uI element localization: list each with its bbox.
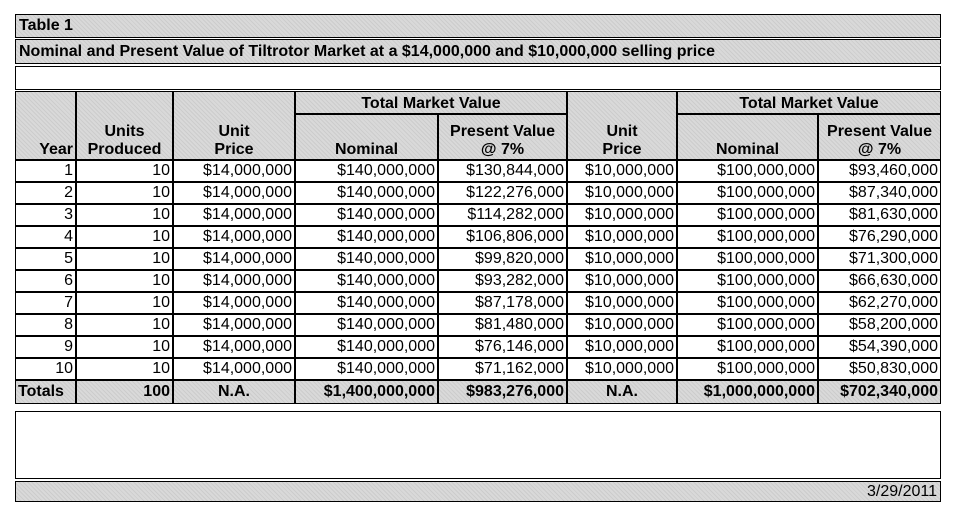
blank-row: [15, 66, 941, 90]
cell-year: 1: [15, 160, 76, 182]
table-row: [15, 270, 941, 292]
cell-unit-price-14m: $14,000,000: [173, 292, 295, 314]
cell-unit-price-10m: $10,000,000: [567, 292, 677, 314]
cell-units-produced: 10: [76, 182, 173, 204]
totals-nominal-10m: $1,000,000,000: [677, 380, 818, 404]
header-year: [15, 91, 76, 160]
header-present-value-14m: [438, 114, 567, 160]
header-pv-10m-line1: Present Value: [827, 123, 932, 140]
cell-unit-price-14m: $14,000,000: [173, 270, 295, 292]
cell-present-value-10m: $54,390,000: [818, 336, 941, 358]
cell-nominal-14m: $140,000,000: [295, 336, 438, 358]
cell-unit-price-14m: $14,000,000: [173, 248, 295, 270]
cell-unit-price-10m: $10,000,000: [567, 358, 677, 380]
cell-unit-price-10m: $10,000,000: [567, 160, 677, 182]
totals-present-value-14m: $983,276,000: [438, 380, 567, 404]
totals-present-value-10m: $702,340,000: [818, 380, 941, 404]
cell-unit-price-10m: $10,000,000: [567, 226, 677, 248]
table-row: [15, 182, 941, 204]
header-pv-14m-line1: Present Value: [450, 123, 555, 140]
cell-present-value-14m: $106,806,000: [438, 226, 567, 248]
cell-year: 6: [15, 270, 76, 292]
cell-unit-price-14m: $14,000,000: [173, 336, 295, 358]
cell-nominal-14m: $140,000,000: [295, 358, 438, 380]
cell-present-value-14m: $93,282,000: [438, 270, 567, 292]
cell-nominal-14m: $140,000,000: [295, 226, 438, 248]
cell-units-produced: 10: [76, 204, 173, 226]
table-row: [15, 358, 941, 380]
cell-year: 5: [15, 248, 76, 270]
header-units-produced: [76, 91, 173, 160]
cell-present-value-14m: $76,146,000: [438, 336, 567, 358]
cell-present-value-14m: $130,844,000: [438, 160, 567, 182]
table-row: [15, 160, 941, 182]
cell-nominal-10m: $100,000,000: [677, 336, 818, 358]
cell-year: 10: [15, 358, 76, 380]
cell-nominal-10m: $100,000,000: [677, 204, 818, 226]
cell-units-produced: 10: [76, 248, 173, 270]
header-nominal-10m: Nominal: [677, 114, 818, 160]
header-nominal-14m: Nominal: [295, 114, 438, 160]
market-value-table: [15, 91, 941, 404]
cell-unit-price-10m: $10,000,000: [567, 270, 677, 292]
header-unit-price-10m-line2: Price: [602, 141, 642, 158]
cell-unit-price-14m: $14,000,000: [173, 314, 295, 336]
footer-date: 3/29/2011: [15, 481, 941, 502]
totals-row: [15, 380, 941, 404]
header-unit-price-14m: [173, 91, 295, 160]
cell-unit-price-14m: $14,000,000: [173, 358, 295, 380]
cell-units-produced: 10: [76, 292, 173, 314]
cell-present-value-10m: $58,200,000: [818, 314, 941, 336]
cell-nominal-14m: $140,000,000: [295, 270, 438, 292]
cell-units-produced: 10: [76, 160, 173, 182]
header-unit-price-10m: [567, 91, 677, 160]
cell-units-produced: 10: [76, 358, 173, 380]
totals-nominal-14m: $1,400,000,000: [295, 380, 438, 404]
cell-year: 8: [15, 314, 76, 336]
cell-nominal-14m: $140,000,000: [295, 182, 438, 204]
cell-unit-price-14m: $14,000,000: [173, 160, 295, 182]
cell-nominal-10m: $100,000,000: [677, 358, 818, 380]
cell-year: 2: [15, 182, 76, 204]
cell-units-produced: 10: [76, 226, 173, 248]
table-row: [15, 314, 941, 336]
cell-present-value-14m: $87,178,000: [438, 292, 567, 314]
cell-year: 4: [15, 226, 76, 248]
header-unit-price-14m-line1: Unit: [218, 123, 250, 140]
header-units-line1: Units: [104, 123, 145, 140]
header-year-label: Year: [39, 141, 73, 158]
header-present-value-10m: [818, 114, 941, 160]
cell-present-value-14m: $114,282,000: [438, 204, 567, 226]
table-row: [15, 336, 941, 358]
cell-present-value-10m: $87,340,000: [818, 182, 941, 204]
table-row: [15, 248, 941, 270]
cell-unit-price-14m: $14,000,000: [173, 182, 295, 204]
cell-units-produced: 10: [76, 314, 173, 336]
cell-nominal-10m: $100,000,000: [677, 160, 818, 182]
cell-unit-price-14m: $14,000,000: [173, 226, 295, 248]
table-subtitle: Nominal and Present Value of Tiltrotor Market at a $14,000,000 and $10,000,000 selling price: [15, 39, 941, 64]
cell-nominal-10m: $100,000,000: [677, 292, 818, 314]
cell-nominal-10m: $100,000,000: [677, 226, 818, 248]
cell-nominal-14m: $140,000,000: [295, 248, 438, 270]
cell-present-value-10m: $81,630,000: [818, 204, 941, 226]
header-pv-14m-line2: @ 7%: [480, 141, 525, 158]
cell-present-value-10m: $62,270,000: [818, 292, 941, 314]
cell-nominal-10m: $100,000,000: [677, 248, 818, 270]
totals-unit-price-14m: N.A.: [173, 380, 295, 404]
cell-year: 3: [15, 204, 76, 226]
totals-unit-price-10m: N.A.: [567, 380, 677, 404]
cell-unit-price-10m: $10,000,000: [567, 248, 677, 270]
header-units-line2: Produced: [87, 141, 162, 158]
cell-present-value-10m: $76,290,000: [818, 226, 941, 248]
header-unit-price-10m-line1: Unit: [606, 123, 638, 140]
cell-unit-price-10m: $10,000,000: [567, 204, 677, 226]
table-row: [15, 292, 941, 314]
cell-present-value-10m: $66,630,000: [818, 270, 941, 292]
header-total-market-value-14m: Total Market Value: [295, 91, 567, 114]
totals-label: Totals: [15, 380, 76, 404]
cell-unit-price-10m: $10,000,000: [567, 336, 677, 358]
cell-nominal-10m: $100,000,000: [677, 270, 818, 292]
cell-present-value-10m: $71,300,000: [818, 248, 941, 270]
cell-nominal-10m: $100,000,000: [677, 314, 818, 336]
cell-unit-price-14m: $14,000,000: [173, 204, 295, 226]
cell-nominal-10m: $100,000,000: [677, 182, 818, 204]
cell-unit-price-10m: $10,000,000: [567, 314, 677, 336]
cell-present-value-14m: $99,820,000: [438, 248, 567, 270]
totals-units: 100: [76, 380, 173, 404]
cell-nominal-14m: $140,000,000: [295, 160, 438, 182]
table-title: Table 1: [15, 14, 941, 38]
cell-present-value-10m: $50,830,000: [818, 358, 941, 380]
cell-year: 7: [15, 292, 76, 314]
cell-units-produced: 10: [76, 270, 173, 292]
cell-nominal-14m: $140,000,000: [295, 314, 438, 336]
table-row: [15, 226, 941, 248]
header-unit-price-14m-line2: Price: [214, 141, 254, 158]
notes-area: [15, 411, 941, 479]
header-total-market-value-10m: Total Market Value: [677, 91, 941, 114]
cell-unit-price-10m: $10,000,000: [567, 182, 677, 204]
cell-present-value-14m: $71,162,000: [438, 358, 567, 380]
cell-present-value-14m: $81,480,000: [438, 314, 567, 336]
cell-nominal-14m: $140,000,000: [295, 292, 438, 314]
cell-present-value-10m: $93,460,000: [818, 160, 941, 182]
cell-units-produced: 10: [76, 336, 173, 358]
cell-nominal-14m: $140,000,000: [295, 204, 438, 226]
header-pv-10m-line2: @ 7%: [857, 141, 902, 158]
cell-present-value-14m: $122,276,000: [438, 182, 567, 204]
cell-year: 9: [15, 336, 76, 358]
table-row: [15, 204, 941, 226]
